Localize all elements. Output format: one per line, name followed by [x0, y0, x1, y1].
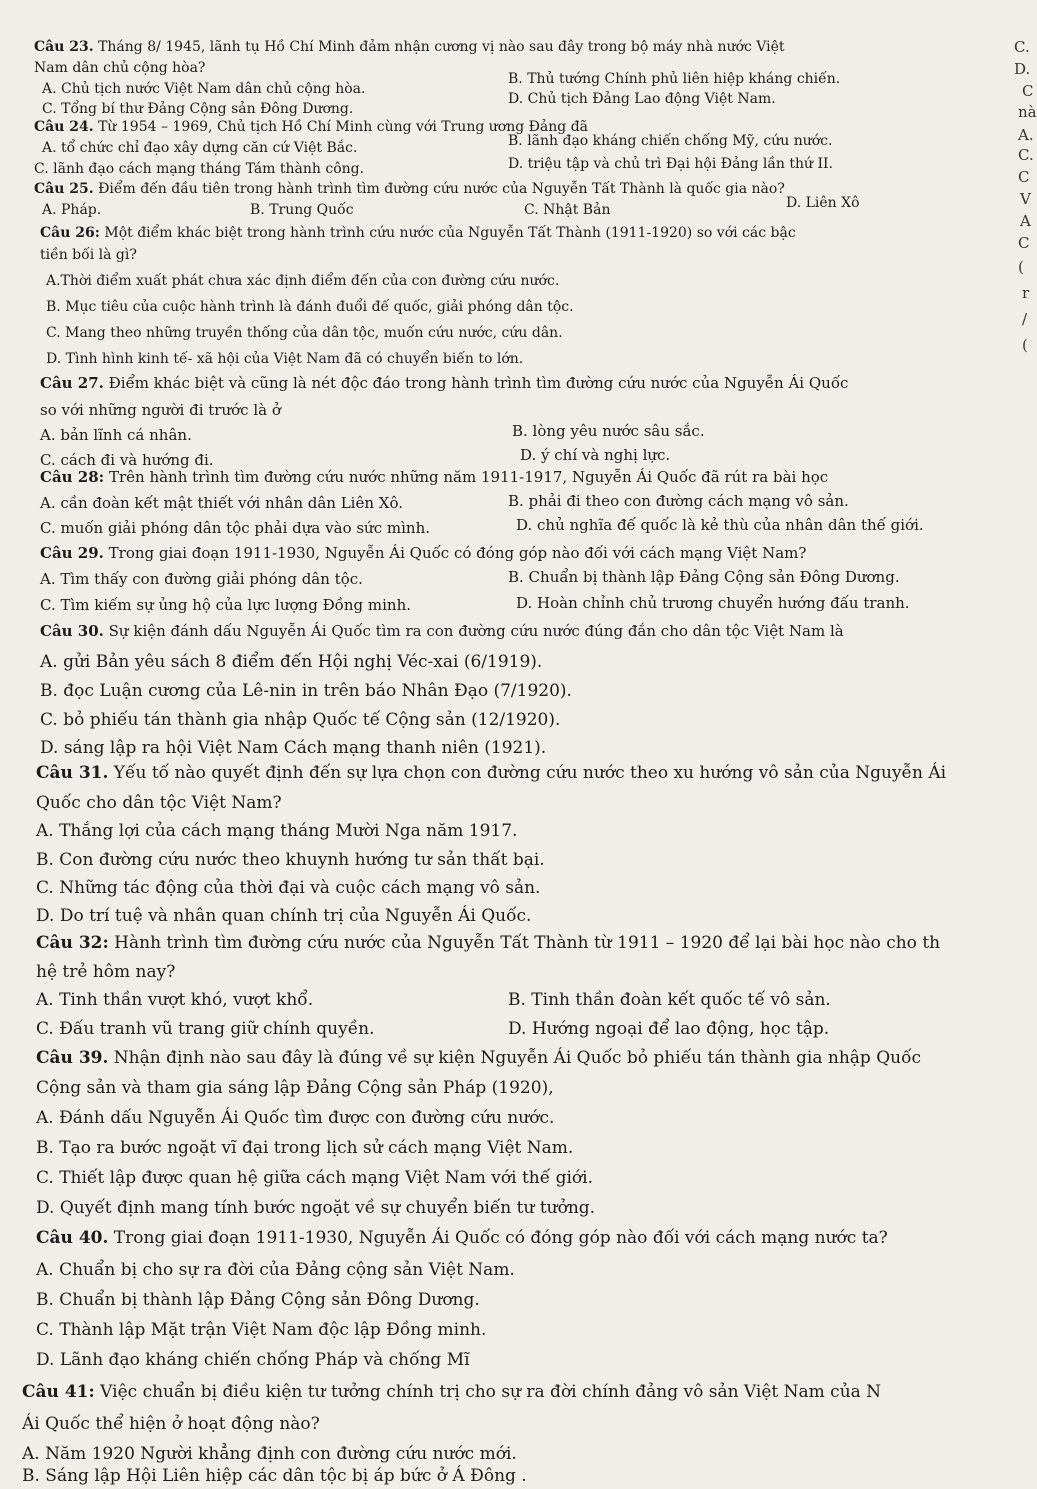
option-c[interactable]: C. Nhật Bản [524, 202, 611, 218]
question-text: Trong giai đoạn 1911-1930, Nguyễn Ái Quốc có đóng góp nào đối với cách mạng Việt Nam? [103, 544, 807, 562]
option-b[interactable]: B. Thủ tướng Chính phủ liên hiệp kháng chiến. [508, 71, 841, 87]
option-d[interactable]: D. ý chí và nghị lực. [520, 446, 671, 464]
question-stem [40, 546, 806, 561]
option-b[interactable]: B. Tinh thần đoàn kết quốc tế vô sản. [508, 990, 831, 1010]
option-a[interactable]: A. Chủ tịch nước Việt Nam dân chủ cộng hòa. [42, 81, 366, 97]
question-stem [34, 182, 785, 196]
question-stem [22, 1384, 881, 1401]
option-b[interactable]: B. Mục tiêu của cuộc hành trình là đánh đuổi đế quốc, giải phóng dân tộc. [46, 299, 574, 315]
question-stem [36, 1050, 921, 1067]
margin-fragment: ( [1018, 258, 1024, 276]
option-d[interactable]: D. Do trí tuệ và nhân quan chính trị của Nguyễn Ái Quốc. [36, 906, 532, 926]
margin-fragment: C. [1014, 38, 1030, 56]
question-number: Câu 41: [22, 1382, 95, 1402]
option-c[interactable]: C. cách đi và hướng đi. [40, 451, 214, 469]
option-d[interactable]: D. Hướng ngoại để lao động, học tập. [508, 1019, 830, 1039]
margin-fragment: C. [1018, 146, 1034, 164]
margin-fragment: C [1022, 82, 1034, 100]
option-d[interactable]: D. Hoàn chỉnh chủ trương chuyển hướng đấu tranh. [516, 594, 910, 612]
question-text-line2: tiền bối là gì? [40, 247, 137, 263]
question-text-line2: hệ trẻ hôm nay? [36, 962, 176, 982]
option-c[interactable]: C. Thành lập Mặt trận Việt Nam độc lập Đồng minh. [36, 1320, 487, 1340]
question-stem [40, 226, 796, 240]
option-a[interactable]: A.Thời điểm xuất phát chưa xác định điểm đến của con đường cứu nước. [46, 273, 560, 289]
option-a[interactable]: A. Năm 1920 Người khẳng định con đường cứu nước mới. [22, 1444, 517, 1464]
question-text: Điểm khác biệt và cũng là nét độc đáo trong hành trình tìm đường cứu nước của Nguyễn Ái Quốc [103, 374, 849, 392]
option-d[interactable]: D. sáng lập ra hội Việt Nam Cách mạng thanh niên (1921). [40, 738, 547, 758]
option-b[interactable]: B. Chuẩn bị thành lập Đảng Cộng sản Đông Dương. [508, 568, 900, 586]
question-number: Câu 30. [40, 622, 104, 640]
question-text-line2: Ái Quốc thể hiện ở hoạt động nào? [22, 1414, 320, 1434]
question-stem [40, 376, 848, 391]
option-c[interactable]: C. Đấu tranh vũ trang giữ chính quyền. [36, 1019, 375, 1039]
option-a[interactable]: A. cần đoàn kết mật thiết với nhân dân Liên Xô. [40, 494, 403, 512]
question-number: Câu 39. [36, 1048, 109, 1068]
question-stem [36, 935, 940, 952]
question-number: Câu 28: [40, 468, 105, 486]
option-a[interactable]: A. Tinh thần vượt khó, vượt khổ. [36, 990, 314, 1010]
option-c[interactable]: C. Tìm kiếm sự ủng hộ của lực lượng Đồng minh. [40, 596, 412, 614]
option-c[interactable]: C. Mang theo những truyền thống của dân tộc, muốn cứu nước, cứu dân. [46, 325, 563, 341]
question-number: Câu 31. [36, 763, 109, 783]
option-b[interactable]: B. Con đường cứu nước theo khuynh hướng tư sản thất bại. [36, 850, 545, 870]
option-b[interactable]: B. đọc Luận cương của Lê-nin in trên báo Nhân Đạo (7/1920). [40, 681, 572, 701]
margin-fragment: C [1018, 168, 1030, 186]
option-b[interactable]: B. Sáng lập Hội Liên hiệp các dân tộc bị áp bức ở Á Đông . [22, 1466, 527, 1486]
question-text: Hành trình tìm đường cứu nước của Nguyễn Tất Thành từ 1911 – 1920 để lại bài học nào cho th [108, 933, 941, 953]
question-number: Câu 23. [34, 39, 94, 55]
option-a[interactable]: A. Chuẩn bị cho sự ra đời của Đảng cộng sản Việt Nam. [36, 1260, 515, 1280]
question-stem [40, 624, 844, 639]
option-d[interactable]: D. Chủ tịch Đảng Lao động Việt Nam. [508, 91, 776, 107]
option-b[interactable]: B. lãnh đạo kháng chiến chống Mỹ, cứu nước. [508, 133, 833, 149]
margin-fragment: / [1022, 310, 1028, 328]
option-d[interactable]: D. Tình hình kinh tế- xã hội của Việt Nam đã có chuyển biến to lớn. [46, 351, 524, 367]
option-c[interactable]: C. muốn giải phóng dân tộc phải dựa vào sức mình. [40, 519, 430, 537]
option-a[interactable]: A. Thắng lợi của cách mạng tháng Mười Nga năm 1917. [36, 821, 518, 841]
question-text: Sự kiện đánh dấu Nguyễn Ái Quốc tìm ra con đường cứu nước đúng đắn cho dân tộc Việt Nam là [103, 622, 844, 640]
question-text-line2: Quốc cho dân tộc Việt Nam? [36, 793, 282, 813]
question-stem [34, 120, 588, 134]
question-number: Câu 40. [36, 1228, 109, 1248]
question-text: Yếu tố nào quyết định đến sự lựa chọn con đường cứu nước theo xu hướng vô sản của Nguyễn Ái [108, 763, 947, 783]
question-stem [36, 765, 946, 782]
question-stem [40, 470, 828, 485]
option-d[interactable]: D. Lãnh đạo kháng chiến chống Pháp và chống Mĩ [36, 1350, 470, 1370]
question-text: Từ 1954 – 1969, Chủ tịch Hồ Chí Minh cùng với Trung ương Đảng đã [93, 119, 589, 135]
margin-fragment: A. [1018, 126, 1034, 144]
margin-fragment: r [1022, 284, 1030, 302]
question-number: Câu 26: [40, 225, 100, 241]
question-text: Điểm đến đầu tiên trong hành trình tìm đường cứu nước của Nguyễn Tất Thành là quốc gia nào? [93, 181, 785, 197]
option-d[interactable]: D. chủ nghĩa đế quốc là kẻ thù của nhân dân thế giới. [516, 516, 924, 534]
question-text-line2: Cộng sản và tham gia sáng lập Đảng Cộng sản Pháp (1920), [36, 1078, 554, 1098]
option-b[interactable]: B. lòng yêu nước sâu sắc. [512, 422, 705, 440]
option-a[interactable]: A. tổ chức chỉ đạo xây dựng căn cứ Việt Bắc. [42, 140, 358, 156]
option-b[interactable]: B. Trung Quốc [250, 202, 354, 218]
option-a[interactable]: A. Đánh dấu Nguyễn Ái Quốc tìm được con đường cứu nước. [36, 1108, 555, 1128]
option-d[interactable]: D. triệu tập và chủ trì Đại hội Đảng lần thứ II. [508, 156, 834, 172]
question-number: Câu 24. [34, 119, 94, 135]
option-a[interactable]: A. bản lĩnh cá nhân. [40, 426, 192, 444]
question-stem [36, 1230, 888, 1247]
option-c[interactable]: C. Thiết lập được quan hệ giữa cách mạng Việt Nam với thế giới. [36, 1168, 593, 1188]
question-number: Câu 27. [40, 374, 104, 392]
option-d[interactable]: D. Quyết định mang tính bước ngoặt về sự chuyển biến tư tưởng. [36, 1198, 596, 1218]
option-d[interactable]: D. Liên Xô [786, 195, 860, 211]
option-a[interactable]: A. Pháp. [42, 202, 102, 218]
question-text-line2: Nam dân chủ cộng hòa? [34, 60, 206, 76]
question-number: Câu 32: [36, 933, 109, 953]
question-text: Nhận định nào sau đây là đúng về sự kiện Nguyễn Ái Quốc bỏ phiếu tán thành gia nhập Quốc [108, 1048, 922, 1068]
question-number: Câu 29. [40, 544, 104, 562]
option-b[interactable]: B. Tạo ra bước ngoặt vĩ đại trong lịch sử cách mạng Việt Nam. [36, 1138, 574, 1158]
question-text: Trên hành trình tìm đường cứu nước những năm 1911-1917, Nguyễn Ái Quốc đã rút ra bài học [104, 468, 829, 486]
option-c[interactable]: C. lãnh đạo cách mạng tháng Tám thành công. [34, 161, 365, 177]
option-a[interactable]: A. Tìm thấy con đường giải phóng dân tộc. [40, 570, 363, 588]
option-c[interactable]: C. Những tác động của thời đại và cuộc cách mạng vô sản. [36, 878, 541, 898]
option-a[interactable]: A. gửi Bản yêu sách 8 điểm đến Hội nghị Véc-xai (6/1919). [40, 652, 543, 672]
margin-fragment: A [1020, 212, 1031, 230]
question-text: Một điểm khác biệt trong hành trình cứu nước của Nguyễn Tất Thành (1911-1920) so với các bậc [99, 225, 796, 241]
question-number: Câu 25. [34, 181, 94, 197]
margin-fragment: C [1018, 234, 1030, 252]
margin-fragment: ( [1022, 336, 1028, 354]
question-text: Trong giai đoạn 1911-1930, Nguyễn Ái Quốc có đóng góp nào đối với cách mạng nước ta? [108, 1228, 888, 1248]
option-c[interactable]: C. Tổng bí thư Đảng Cộng sản Đông Dương. [42, 101, 354, 117]
option-b[interactable]: B. phải đi theo con đường cách mạng vô sản. [508, 492, 849, 510]
margin-fragment: D. [1014, 60, 1031, 78]
question-stem [34, 40, 785, 54]
option-c[interactable]: C. bỏ phiếu tán thành gia nhập Quốc tế Cộng sản (12/1920). [40, 710, 561, 730]
question-text-line2: so với những người đi trước là ở [40, 401, 281, 419]
option-b[interactable]: B. Chuẩn bị thành lập Đảng Cộng sản Đông Dương. [36, 1290, 480, 1310]
margin-fragment: nà [1018, 103, 1037, 121]
question-text: Tháng 8/ 1945, lãnh tụ Hồ Chí Minh đảm nhận cương vị nào sau đây trong bộ máy nhà nước Việt [93, 39, 785, 55]
margin-fragment: V [1020, 190, 1031, 208]
question-text: Việc chuẩn bị điều kiện tư tưởng chính trị cho sự ra đời chính đảng vô sản Việt Nam của N [94, 1382, 882, 1402]
